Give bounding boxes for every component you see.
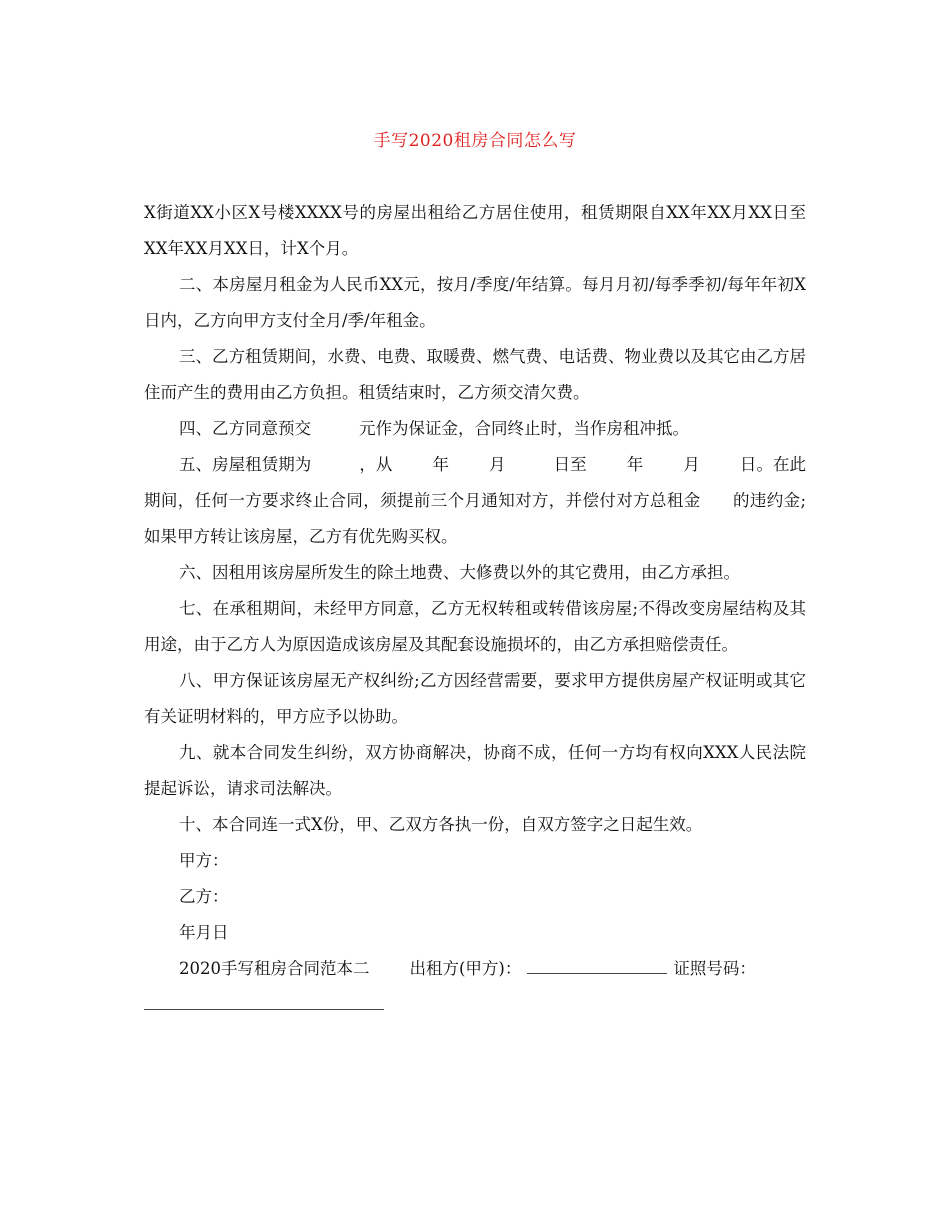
paragraph-5-part-6: 年 <box>626 455 644 474</box>
paragraph-10: 十、本合同连一式X份，甲、乙双方各执一份，自双方签字之日起生效。 <box>179 815 703 834</box>
paragraph-1: X街道XX小区X号楼XXXX号的房屋出租给乙方居住使用，租赁期限自XX年XX月XX日至XX年XX月XX日，计X个月。 <box>144 203 806 258</box>
landlord-blank-line <box>527 955 667 974</box>
paragraph-4 <box>144 411 806 447</box>
paragraph-5-part-9: 的违约金;如果甲方转让该房屋，乙方有优先购买权。 <box>144 491 807 546</box>
paragraph-2: 二、本房屋月租金为人民币XX元，按月/季度/年结算。每月月初/每季季初/每年年初X日内，乙方向甲方支付全月/季/年租金。 <box>144 275 806 330</box>
document-body <box>144 195 806 1023</box>
landlord-label: 出租方(甲方)： <box>409 959 522 978</box>
paragraph-4-part-1: 四、乙方同意预交 <box>179 419 311 438</box>
paragraph-9: 九、就本合同发生纠纷，双方协商解决，协商不成，任何一方均有权向XXX人民法院提起诉讼，请求司法解决。 <box>144 743 806 798</box>
paragraph-5 <box>144 447 806 555</box>
paragraph-5-part-8: 日。在此期间，任何一方要求终止合同，须提前三个月通知对方，并偿付对方总租金 <box>144 455 807 510</box>
paragraph-6: 六、因租用该房屋所发生的除土地费、大修费以外的其它费用，由乙方承担。 <box>179 563 740 582</box>
license-number-blank-line <box>144 991 384 1010</box>
paragraph-5-part-3: 年 <box>432 455 450 474</box>
paragraph-5-part-1: 五、房屋租赁期为 <box>179 455 312 474</box>
party-b-label: 乙方： <box>179 887 229 906</box>
paragraph-5-part-2: ，从 <box>359 455 393 474</box>
paragraph-5-part-4: 月 <box>489 455 506 474</box>
footer-line <box>144 951 806 987</box>
party-a-label: 甲方： <box>179 851 229 870</box>
paragraph-5-part-5: 日至 <box>553 455 587 474</box>
date-label: 年月日 <box>179 923 229 942</box>
footer-title: 2020手写租房合同范本二 <box>179 959 370 978</box>
paragraph-5-part-7: 月 <box>683 455 700 474</box>
paragraph-8: 八、甲方保证该房屋无产权纠纷;乙方因经营需要，要求甲方提供房屋产权证明或其它有关证明材料的，甲方应予以协助。 <box>144 671 806 726</box>
paragraph-7: 七、在承租期间，未经甲方同意，乙方无权转租或转借该房屋;不得改变房屋结构及其用途，由于乙方人为原因造成该房屋及其配套设施损坏的，由乙方承担赔偿责任。 <box>144 599 806 654</box>
license-number-line-row <box>144 987 806 1023</box>
document-title: 手写2020租房合同怎么写 <box>373 131 577 151</box>
paragraph-3: 三、乙方租赁期间，水费、电费、取暖费、燃气费、电话费、物业费以及其它由乙方居住而产生的费用由乙方负担。租赁结束时，乙方须交清欠费。 <box>144 347 806 402</box>
license-number-label: 证照号码： <box>673 959 756 978</box>
paragraph-4-part-2: 元作为保证金，合同终止时，当作房租冲抵。 <box>359 419 689 438</box>
